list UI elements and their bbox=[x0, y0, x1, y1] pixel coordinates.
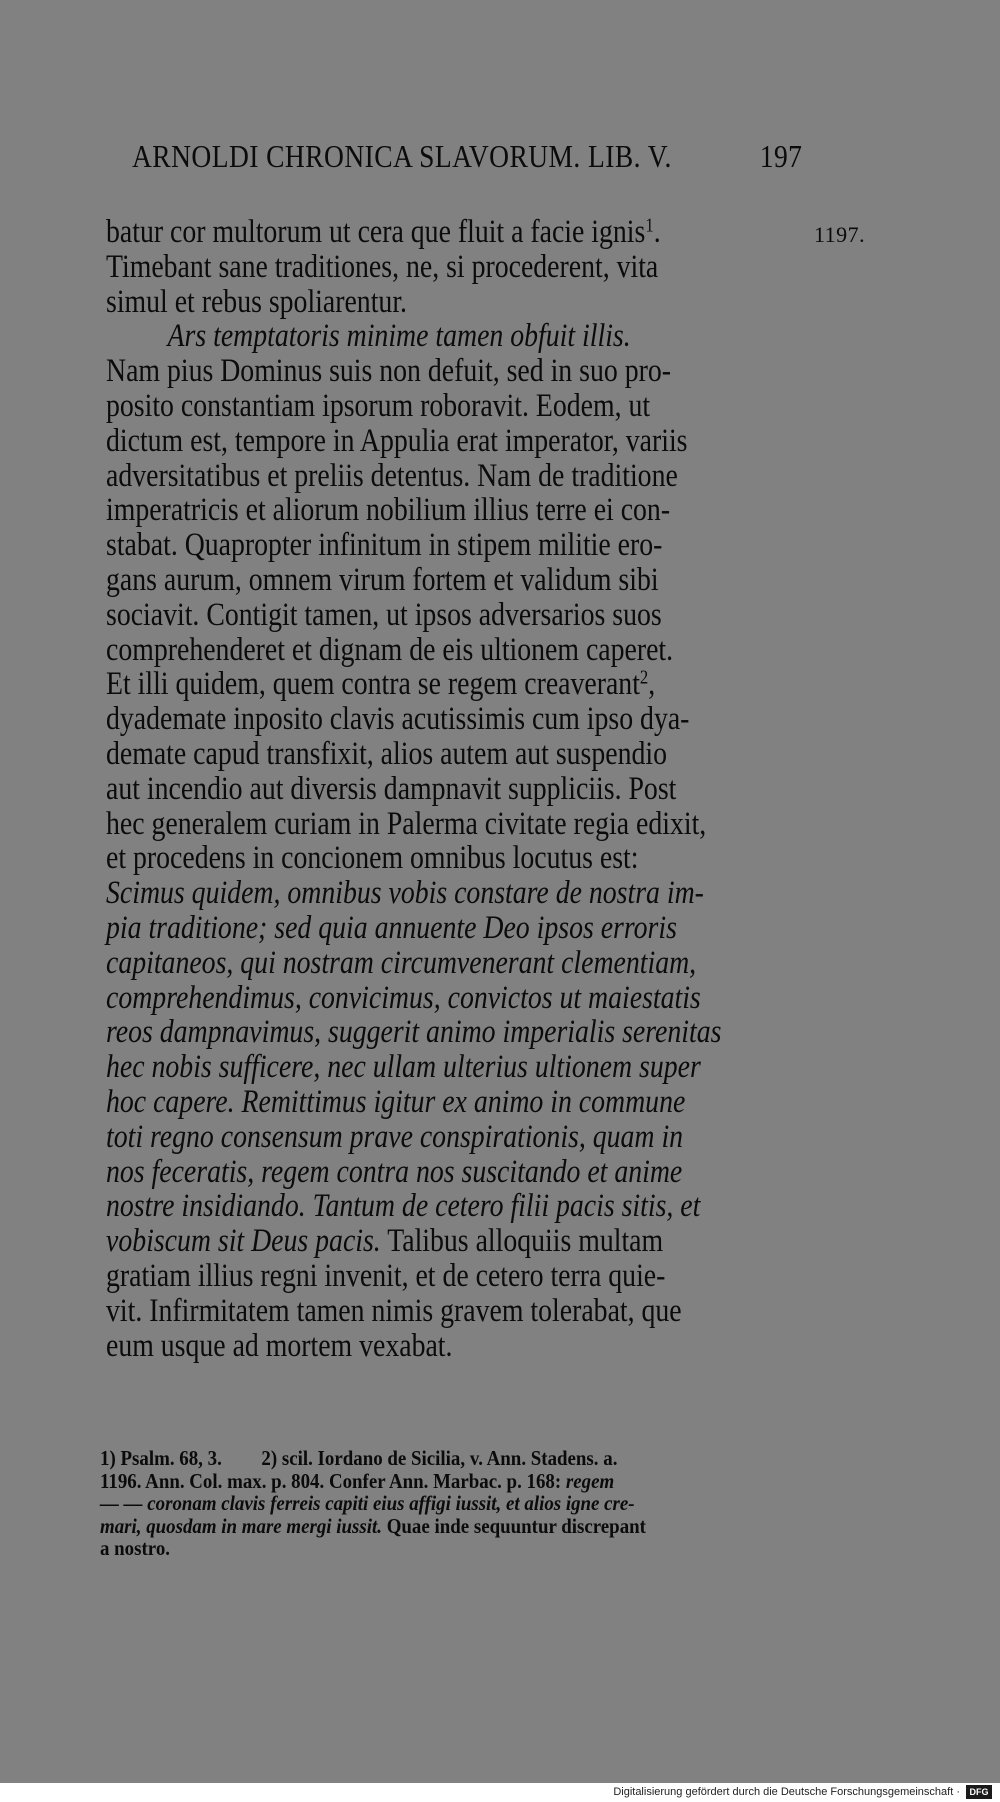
footnotes bbox=[100, 1447, 800, 1560]
line-text: stabat. Quapropter infinitum in stipem militie ero- bbox=[106, 527, 663, 564]
funding-credit: Digitalisierung gefördert durch die Deutsche Forschungsgemeinschaft · bbox=[613, 1786, 960, 1798]
line-text: hec generalem curiam in Palerma civitate regia edixit, bbox=[106, 805, 707, 842]
footnote-quote: mari, quosdam in mare mergi iussit. bbox=[100, 1513, 382, 1538]
line-text: pia traditione; sed quia annuente Deo ipsos erroris bbox=[106, 909, 677, 946]
text-line bbox=[106, 667, 705, 702]
text-line bbox=[106, 1120, 705, 1155]
text-line bbox=[106, 1085, 705, 1120]
line-text: dyademate inposito clavis acutissimis cum ipso dya- bbox=[106, 701, 690, 738]
text-line bbox=[106, 702, 705, 737]
line-text: Timebant sane traditiones, ne, si procederent, vita bbox=[106, 248, 659, 285]
line-text: et procedens in concionem omnibus locutus est: bbox=[106, 840, 639, 877]
text-line bbox=[106, 876, 705, 911]
running-head-title: ARNOLDI CHRONICA SLAVORUM. LIB. V. bbox=[132, 138, 672, 174]
text-line bbox=[106, 981, 705, 1016]
line-text: sociavit. Contigit tamen, ut ipsos adversarios suos bbox=[106, 596, 662, 633]
footnote-marker: 2 bbox=[639, 667, 649, 689]
text-line bbox=[106, 911, 705, 946]
text-line bbox=[106, 424, 705, 459]
line-text: simul et rebus spoliarentur. bbox=[106, 283, 407, 320]
text-line bbox=[106, 633, 705, 668]
line-text: toti regno consensum prave conspirationis, quam in bbox=[106, 1118, 684, 1155]
line-text: Nam pius Dominus suis non defuit, sed in suo pro- bbox=[106, 353, 671, 390]
footnote-text: a nostro. bbox=[100, 1536, 171, 1560]
line-text: capitaneos, qui nostram circumvenerant clementiam, bbox=[106, 944, 697, 981]
text-line bbox=[106, 841, 705, 876]
line-text: dictum est, tempore in Appulia erat imperator, variis bbox=[106, 422, 688, 459]
footnote-line bbox=[100, 1492, 730, 1515]
line-text: reos dampnavimus, suggerit animo imperialis serenitas bbox=[106, 1014, 722, 1051]
text-line bbox=[106, 737, 705, 772]
line-text: hoc capere. Remittimus igitur ex animo in commune bbox=[106, 1083, 686, 1120]
footnote-text: 1196. Ann. Col. max. p. 804. Confer Ann. Marbac. p. 168: bbox=[100, 1468, 562, 1493]
footnote-line bbox=[100, 1470, 730, 1493]
line-text: gans aurum, omnem virum fortem et validum sibi bbox=[106, 561, 659, 598]
text-line bbox=[106, 807, 705, 842]
line-text: batur cor multorum ut cera que fluit a facie ignis bbox=[106, 214, 646, 250]
line-text: nostre insidiando. Tantum de cetero filii pacis sitis, et bbox=[106, 1188, 701, 1225]
footnote-1: 1) Psalm. 68, 3. bbox=[100, 1446, 222, 1470]
footnote-marker: 1 bbox=[645, 215, 654, 237]
footnote-text: Quae inde sequuntur discrepant bbox=[381, 1513, 646, 1538]
text-line bbox=[106, 1224, 705, 1259]
text-line bbox=[106, 563, 705, 598]
text-line bbox=[106, 250, 705, 285]
line-text: gratiam illius regni invenit, et de cetero terra quie- bbox=[106, 1257, 666, 1294]
text-line bbox=[106, 459, 705, 494]
text-line bbox=[106, 215, 705, 250]
text-line bbox=[106, 772, 705, 807]
line-text: adversitatibus et preliis detentus. Nam de traditione bbox=[106, 457, 678, 494]
line-text: Ars temptatoris minime tamen obfuit illis. bbox=[167, 318, 631, 355]
line-text: imperatricis et aliorum nobilium illius terre ei con- bbox=[106, 492, 671, 529]
text-line bbox=[106, 1189, 705, 1224]
line-text: eum usque ad mortem vexabat. bbox=[106, 1327, 453, 1364]
margin-year-note: 1197. bbox=[814, 222, 866, 247]
punctuation: , bbox=[648, 666, 656, 703]
text-line bbox=[106, 946, 705, 981]
text-line bbox=[106, 493, 705, 528]
dfg-logo: DFG bbox=[966, 1785, 992, 1799]
text-line bbox=[106, 389, 705, 424]
running-head bbox=[132, 138, 803, 175]
line-text: comprehendimus, convicimus, convictos ut maiestatis bbox=[106, 979, 701, 1016]
footnote-2: 2) scil. Iordano de Sicilia, v. Ann. Stadens. a. bbox=[261, 1446, 618, 1470]
body-text bbox=[106, 215, 806, 1363]
punctuation: . bbox=[653, 214, 661, 250]
footnote-line bbox=[100, 1515, 730, 1538]
line-text: aut incendio aut diversis dampnavit suppliciis. Post bbox=[106, 770, 677, 807]
text-line bbox=[106, 1155, 705, 1190]
line-text: Et illi quidem, quem contra se regem creaverant bbox=[106, 666, 640, 703]
line-text: Talibus alloquiis multam bbox=[380, 1223, 664, 1260]
page-number: 197 bbox=[759, 138, 803, 174]
text-line bbox=[106, 1329, 705, 1364]
line-text: comprehenderet et dignam de eis ultionem caperet. bbox=[106, 631, 674, 668]
text-line bbox=[106, 1014, 722, 1051]
line-text: demate capud transfixit, alios autem aut suspendio bbox=[106, 735, 668, 772]
text-line bbox=[106, 285, 705, 320]
text-line bbox=[106, 528, 705, 563]
text-line bbox=[106, 354, 705, 389]
text-line bbox=[106, 1294, 705, 1329]
footnote-line bbox=[100, 1447, 730, 1470]
line-text: posito constantiam ipsorum roboravit. Eodem, ut bbox=[106, 387, 651, 424]
footnote-quote: regem bbox=[561, 1468, 615, 1493]
text-line bbox=[106, 319, 705, 354]
footnote-line bbox=[100, 1537, 730, 1560]
line-text: nos feceratis, regem contra nos suscitando et anime bbox=[106, 1153, 683, 1190]
text-line bbox=[106, 1259, 705, 1294]
italic-phrase: vobiscum sit Deus pacis. bbox=[106, 1223, 381, 1260]
line-text: vit. Infirmitatem tamen nimis gravem tolerabat, que bbox=[106, 1292, 682, 1329]
line-text: hec nobis sufficere, nec ullam ulterius ultionem super bbox=[106, 1049, 701, 1086]
footnote-quote: — — coronam clavis ferreis capiti eius affigi iussit, et alios igne cre- bbox=[100, 1491, 635, 1515]
text-line bbox=[106, 598, 705, 633]
text-line bbox=[106, 1050, 705, 1085]
line-text: Scimus quidem, omnibus vobis constare de nostra im- bbox=[106, 875, 704, 912]
